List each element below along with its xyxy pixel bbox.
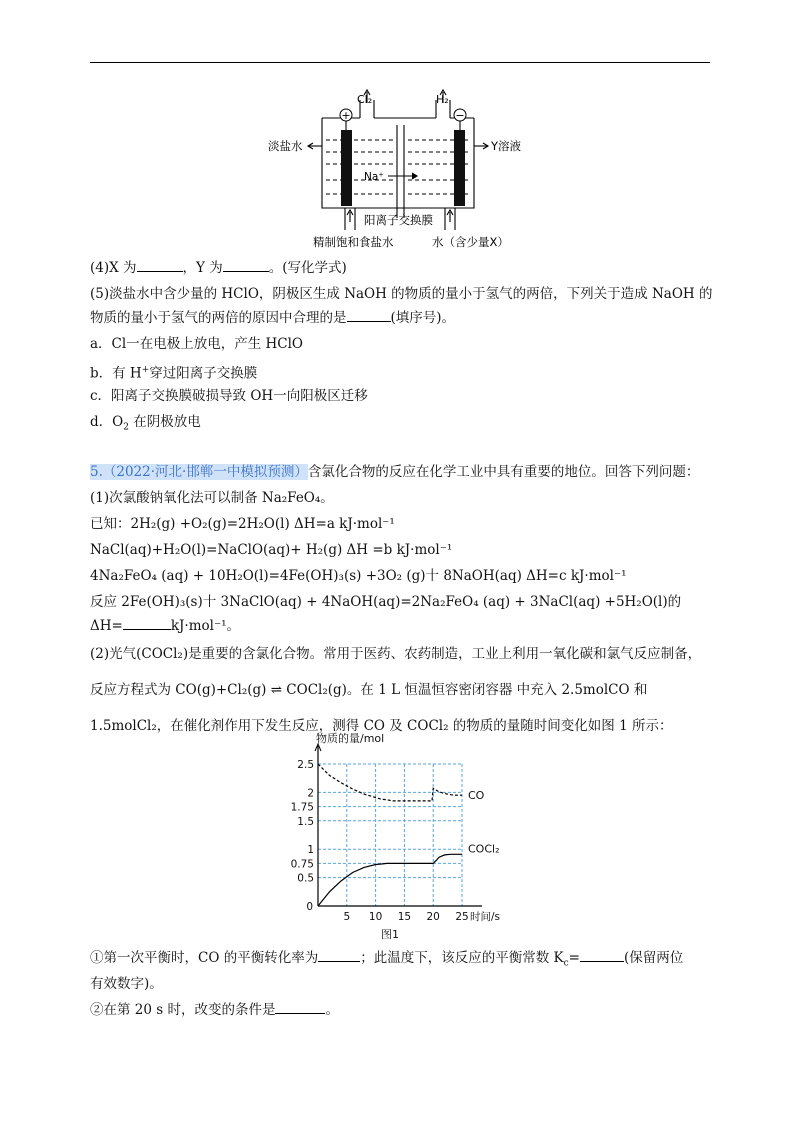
y-tick-label: 2 [307, 787, 314, 800]
subq-1-eq: = [568, 950, 580, 966]
source-tag[interactable]: 5.（2022·河北·邯郸一中模拟预测） [90, 464, 308, 480]
origin-label: 0 [306, 901, 313, 913]
subq-1 [90, 948, 683, 974]
chart-title: 图1 [381, 928, 399, 941]
problem-5-intro: 含氯化合物的反应在化学工业中具有重要的地位。回答下列问题： [307, 464, 700, 480]
subq-1-text-3: (保留两位 [623, 950, 684, 966]
q4-text-2: ，Y 为 [182, 260, 223, 276]
option-d-sub: 2 [123, 422, 129, 433]
y-tick-label: 1 [307, 844, 314, 857]
subq-2 [90, 1000, 339, 1020]
p5-s1: (1)次氯酸钠氧化法可以制备 Na₂FeO₄。 [90, 490, 334, 506]
p5-rxn: 反应方程式为 CO(g)+Cl₂(g) ⇌ COCl₂(g)。在 1 L 恒温恒容密闭容器 中充入 2.5molCO 和 [90, 682, 648, 698]
y-solution-label: Y溶液 [491, 139, 522, 153]
option-a: a．Cl一在电极上放电，产生 HClO [90, 336, 303, 352]
series-line-cocl2 [318, 854, 462, 906]
q4-text-1: (4)X 为 [90, 260, 137, 276]
y-tick-label: 1.75 [290, 801, 314, 814]
y-tick-label: 0.5 [297, 872, 314, 885]
subq-1-text-2: ；此温度下，该反应的平衡常数 K [360, 950, 564, 966]
y-tick-label: 1.5 [297, 815, 314, 828]
q5-line-1: (5)淡盐水中含少量的 HClO，阴极区生成 NaOH 的物质的量小于氢气的两倍，下列关于造成 NaOH 的 [90, 286, 713, 302]
subq-2-text: ②在第 20 s 时，改变的条件是 [90, 1002, 276, 1018]
x-tick-label: 10 [368, 911, 383, 923]
subq-1-text: ①第一次平衡时，CO 的平衡转化率为 [90, 950, 319, 966]
cathode-sign: − [455, 109, 465, 122]
na-ion-label: Na⁺ [364, 171, 384, 183]
dh-unit: kJ·mol⁻¹。 [170, 618, 241, 634]
option-b-text-2: 穿过阳离子交换膜 [149, 365, 258, 382]
kc-sub: c [563, 958, 569, 969]
y-tick-label: 0.75 [290, 858, 314, 871]
anode-sign: + [341, 109, 351, 122]
dh-label: ΔH= [90, 618, 123, 634]
option-b-sup: + [141, 365, 150, 375]
series-label: CO [468, 789, 485, 803]
y-axis-label: 物质的量/mol [316, 732, 385, 745]
h2-label: H₂ [436, 93, 449, 106]
q4-text-3: 。(写化学式) [268, 260, 347, 276]
x-tick-label: 5 [343, 911, 351, 923]
option-b-text: b．有 H [90, 365, 142, 382]
x-tick-label: 25 [455, 911, 469, 923]
p5-rxn2: 1.5molCl₂，在催化剂作用下发生反应，测得 CO 及 COCl₂ 的物质的量随时间变化如图 1 所示： [90, 718, 673, 734]
p5-eq2: NaCl(aq)+H₂O(l)=NaClO(aq)+ H₂(g) ΔH =b kJ·mol⁻¹ [90, 542, 453, 558]
subq-1-cont: 有效数字)。 [90, 976, 163, 992]
series-label: COCl₂ [468, 842, 500, 856]
option-d-text-2: 在阴极放电 [128, 414, 201, 430]
answer-blank-condition[interactable] [275, 1001, 325, 1014]
subq-2-end: 。 [325, 1002, 339, 1018]
answer-blank-conversion[interactable] [318, 949, 360, 962]
option-d-text: d．O [90, 414, 124, 430]
y-tick-label: 2.5 [297, 759, 314, 771]
p5-eq4: 反应 2Fe(OH)₃(s)十 3NaClO(aq) + 4NaOH(aq)=2Na₂FeO₄ (aq) + 3NaCl(aq) +5H₂O(l)的 [90, 594, 682, 610]
answer-blank-kc[interactable] [580, 949, 624, 962]
p5-eq3: 4Na₂FeO₄ (aq) + 10H₂O(l)=4Fe(OH)₃(s) +3O₂ (g)十 8NaOH(aq) ΔH=c kJ·mol⁻¹ [90, 568, 627, 584]
p5-known: 已知：2H₂(g) +O₂(g)=2H₂O(l) ΔH=a kJ·mol⁻¹ [90, 516, 395, 532]
membrane-label: 阳离子交换膜 [364, 213, 433, 227]
p5-s2: (2)光气(COCl₂)是重要的含氯化合物。常用于医药、农药制造，工业上利用一氧化碳和氯气反应制备， [90, 646, 702, 662]
x-tick-label: 15 [397, 911, 412, 923]
dilute-brine-label: 淡盐水 [268, 139, 303, 153]
water-x-label: 水（含少量X） [432, 235, 509, 249]
cl2-label: Cl₂ [357, 93, 373, 106]
x-tick-label: 20 [426, 911, 440, 923]
q5-text: 物质的量小于氢气的两倍的原因中合理的是 [90, 310, 347, 326]
q5-text-end: (填序号)。 [390, 310, 456, 326]
option-c: c．阳离子交换膜破损导致 OH一向阳极区迁移 [90, 388, 368, 404]
x-axis-label: 时间/s [470, 911, 501, 923]
refined-brine-label: 精制饱和食盐水 [313, 235, 394, 249]
series-line-co [318, 764, 462, 801]
